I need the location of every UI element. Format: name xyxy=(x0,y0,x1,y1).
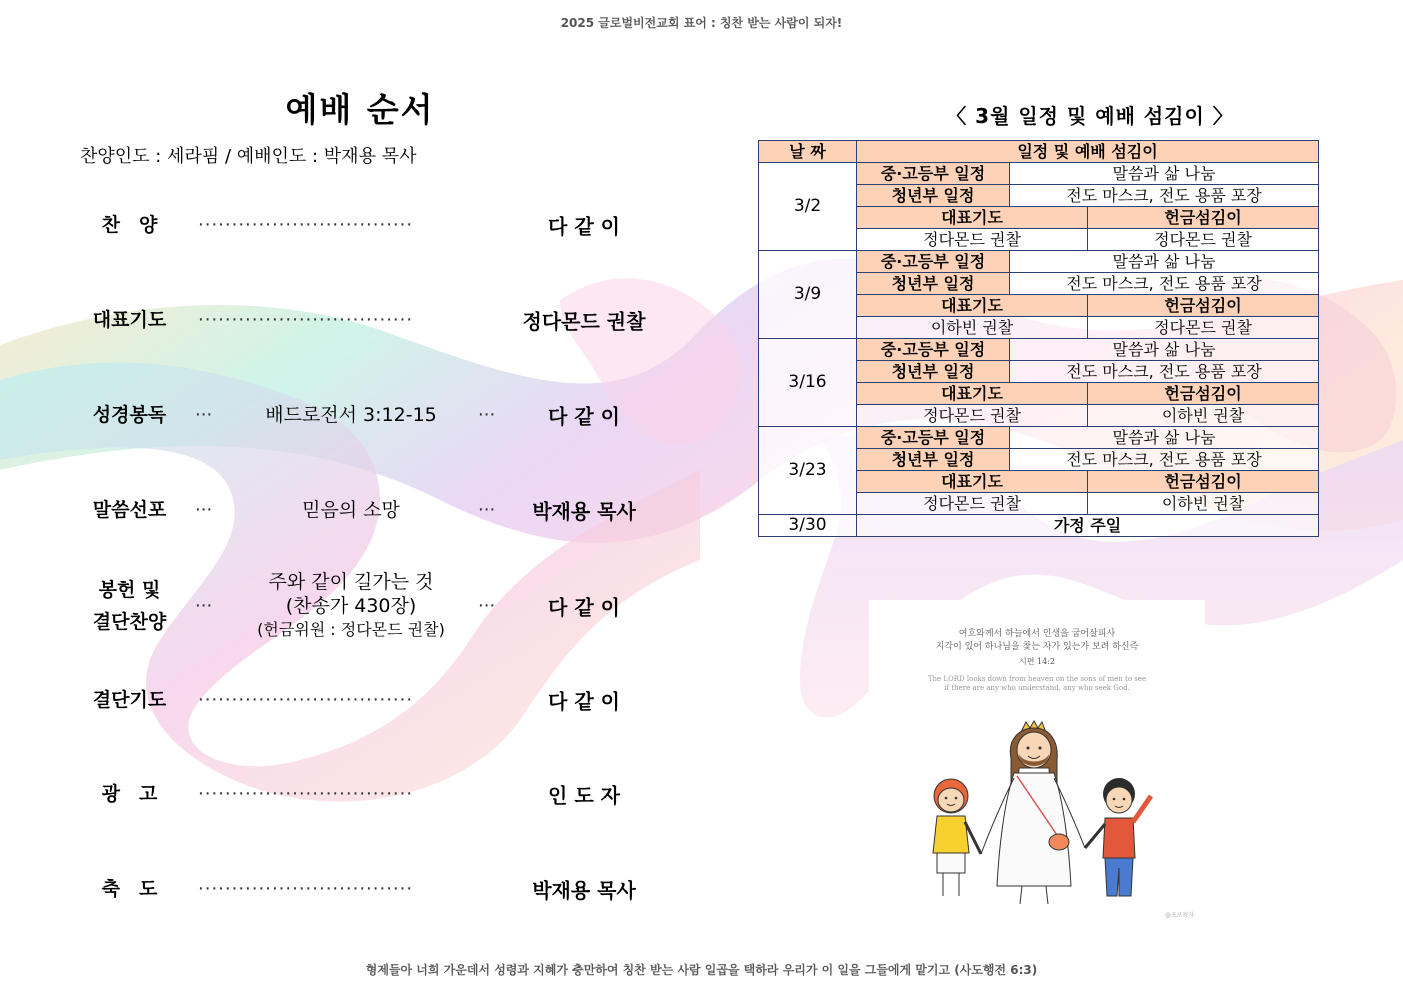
date-cell: 3/9 xyxy=(759,251,857,339)
row-label: 헌금섬김이 xyxy=(1088,471,1319,493)
order-label: 성경봉독 xyxy=(92,404,167,426)
family-sunday-note: 가정 주일 xyxy=(857,515,1319,537)
leader-dots: ··· xyxy=(195,404,213,426)
youth-mid-schedule: 말씀과 삶 나눔 xyxy=(1010,251,1319,273)
leader-dots: ··· xyxy=(478,404,496,426)
leader-dots: ································ xyxy=(198,309,414,331)
footer-verse: 형제들아 너희 가운데서 성령과 지혜가 충만하여 칭찬 받는 사람 일곱을 택하라 우리가 이 일을 그들에게 맡기고 (사도행전 6:3) xyxy=(365,963,1038,977)
bible-verse-illustration xyxy=(869,600,1205,922)
date-cell: 3/2 xyxy=(759,163,857,251)
verse-english-line: if there are any who understand, any who seek God. xyxy=(944,684,1130,692)
order-person: 인 도 자 xyxy=(548,783,620,808)
table-row xyxy=(759,427,1319,449)
row-label: 헌금섬김이 xyxy=(1088,383,1319,405)
table-row xyxy=(759,163,1319,185)
row-label: 헌금섬김이 xyxy=(1088,207,1319,229)
row-label: 청년부 일정 xyxy=(857,185,1010,207)
date-cell: 3/30 xyxy=(759,515,857,537)
prayer-person: 이하빈 권찰 xyxy=(857,317,1088,339)
verse-korean xyxy=(869,628,1205,654)
leader-dots: ································ xyxy=(198,878,414,900)
table-header-row xyxy=(759,141,1319,163)
illustration-credit: @포포왕자 xyxy=(1165,912,1195,919)
youth-mid-schedule: 말씀과 삶 나눔 xyxy=(1010,163,1319,185)
young-adult-schedule: 전도 마스크, 전도 용품 포장 xyxy=(1010,361,1319,383)
sermon-title: 믿음의 소망 xyxy=(302,499,400,521)
prayer-person: 정다몬드 권찰 xyxy=(857,405,1088,427)
leader-dots: ··· xyxy=(478,595,496,617)
order-label-line: 봉헌 및 xyxy=(98,579,161,601)
order-label: 말씀선포 xyxy=(92,499,167,521)
order-person: 박재용 목사 xyxy=(532,499,636,524)
offering-committee: (헌금위원 : 정다몬드 권찰) xyxy=(257,620,445,639)
row-label: 청년부 일정 xyxy=(857,449,1010,471)
header-schedule: 일정 및 예배 섬김이 xyxy=(857,141,1319,163)
order-detail xyxy=(232,570,470,642)
verse-reference: 시편 14:2 xyxy=(1019,657,1055,666)
schedule-table xyxy=(758,140,1319,537)
leader-dots: ································ xyxy=(198,214,414,236)
youth-mid-schedule: 말씀과 삶 나눔 xyxy=(1010,339,1319,361)
date-cell: 3/23 xyxy=(759,427,857,515)
hymn-number: (찬송가 430장) xyxy=(285,595,417,617)
verse-korean-line: 여호와께서 하늘에서 인생을 굽어살피사 xyxy=(958,629,1116,639)
row-label: 대표기도 xyxy=(857,207,1088,229)
order-label-line: 결단찬양 xyxy=(92,611,167,633)
leader-dots: ································ xyxy=(198,783,414,805)
worship-leaders: 찬양인도 : 세라핌 / 예배인도 : 박재용 목사 xyxy=(80,146,417,167)
row-label: 헌금섬김이 xyxy=(1088,295,1319,317)
offering-person: 이하빈 권찰 xyxy=(1088,405,1319,427)
offering-person: 정다몬드 권찰 xyxy=(1088,229,1319,251)
verse-english xyxy=(869,675,1205,693)
row-label: 대표기도 xyxy=(857,471,1088,493)
leader-dots: ································ xyxy=(198,689,414,711)
table-row xyxy=(759,251,1319,273)
order-person: 다 같 이 xyxy=(548,214,620,239)
row-label: 청년부 일정 xyxy=(857,273,1010,295)
header-date: 날 짜 xyxy=(759,141,857,163)
jesus-with-children-drawing xyxy=(919,718,1159,908)
young-adult-schedule: 전도 마스크, 전도 용품 포장 xyxy=(1010,449,1319,471)
order-row-praise xyxy=(0,195,700,255)
verse-korean-line: 지각이 있어 하나님을 찾는 자가 있는가 보려 하신즉 xyxy=(935,642,1139,652)
church-motto: 2025 글로벌비전교회 표어 : 칭찬 받는 사람이 되자! xyxy=(560,16,843,30)
young-adult-schedule: 전도 마스크, 전도 용품 포장 xyxy=(1010,273,1319,295)
order-label: 찬 양 xyxy=(101,214,158,236)
order-row-scripture-reading xyxy=(0,385,700,445)
row-label: 대표기도 xyxy=(857,295,1088,317)
order-row-sermon xyxy=(0,480,700,540)
row-label: 대표기도 xyxy=(857,383,1088,405)
order-label: 광 고 xyxy=(101,783,158,805)
row-label: 중·고등부 일정 xyxy=(857,427,1010,449)
order-person: 다 같 이 xyxy=(548,404,620,429)
youth-mid-schedule: 말씀과 삶 나눔 xyxy=(1010,427,1319,449)
order-label: 대표기도 xyxy=(92,309,167,331)
hymn-title: 주와 같이 길가는 것 xyxy=(268,571,434,593)
table-row xyxy=(759,339,1319,361)
order-person: 박재용 목사 xyxy=(532,878,636,903)
order-row-offering xyxy=(0,570,700,642)
order-detail: 배드로전서 3:12-15 xyxy=(265,404,437,426)
offering-person: 정다몬드 권찰 xyxy=(1088,317,1319,339)
row-label: 중·고등부 일정 xyxy=(857,339,1010,361)
order-label xyxy=(72,574,187,638)
row-label: 중·고등부 일정 xyxy=(857,251,1010,273)
offering-person: 이하빈 권찰 xyxy=(1088,493,1319,515)
order-label: 결단기도 xyxy=(92,689,167,711)
prayer-person: 정다몬드 권찰 xyxy=(857,229,1088,251)
schedule-title: 〈 3월 일정 및 예배 섬김이 〉 xyxy=(946,104,1234,128)
date-cell: 3/16 xyxy=(759,339,857,427)
leader-dots: ··· xyxy=(478,499,496,521)
table-row xyxy=(759,515,1319,537)
young-adult-schedule: 전도 마스크, 전도 용품 포장 xyxy=(1010,185,1319,207)
leader-dots: ··· xyxy=(195,595,213,617)
order-row-benediction xyxy=(0,859,700,919)
order-row-representative-prayer xyxy=(0,290,700,350)
row-label: 청년부 일정 xyxy=(857,361,1010,383)
prayer-person: 정다몬드 권찰 xyxy=(857,493,1088,515)
row-label: 중·고등부 일정 xyxy=(857,163,1010,185)
order-person: 다 같 이 xyxy=(548,689,620,714)
order-person: 다 같 이 xyxy=(548,595,620,620)
order-label: 축 도 xyxy=(101,878,158,900)
order-person: 정다몬드 권찰 xyxy=(522,309,646,334)
leader-dots: ··· xyxy=(195,499,213,521)
order-row-announcements xyxy=(0,764,700,824)
worship-order-title: 예배 순서 xyxy=(285,90,435,129)
verse-english-line: The LORD looks down from heaven on the sons of men to see xyxy=(927,675,1147,683)
order-row-closing-prayer xyxy=(0,670,700,730)
